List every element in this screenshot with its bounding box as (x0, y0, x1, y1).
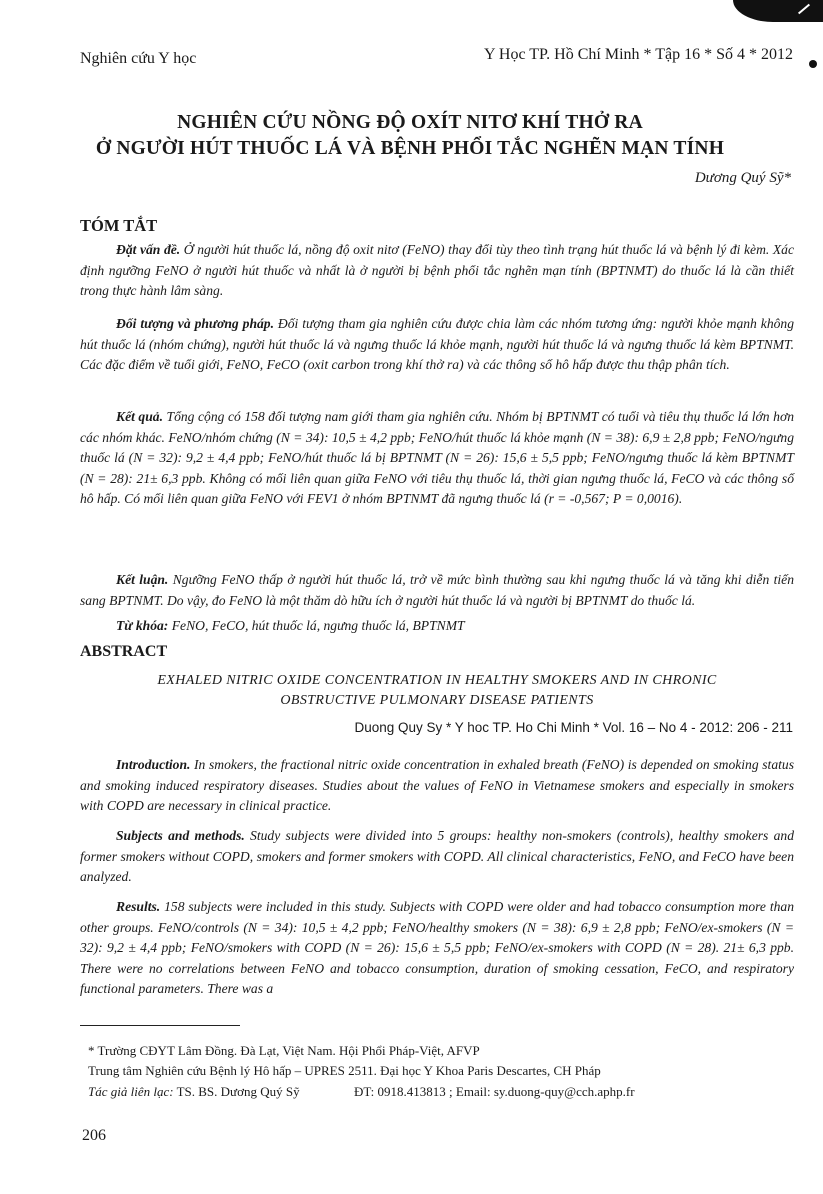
vn-abstract-heading: TÓM TẮT (80, 216, 158, 235)
vn-conclusion (80, 570, 794, 611)
vn-methods (80, 314, 794, 376)
en-intro-label: Introduction. (116, 757, 191, 772)
corner-tick (798, 4, 810, 15)
title-line-1: NGHIÊN CỨU NỒNG ĐỘ OXÍT NITƠ KHÍ THỞ RA (177, 112, 643, 133)
vn-conclusion-label: Kết luận. (116, 572, 169, 587)
contact-label: Tác giả liên lạc: (88, 1084, 174, 1099)
running-header-left: Nghiên cứu Y học (80, 50, 197, 67)
en-title-line-1: EXHALED NITRIC OXIDE CONCENTRATION IN HEALTHY SMOKERS AND IN CHRONIC (157, 673, 717, 688)
en-methods-label: Subjects and methods. (116, 828, 245, 843)
vn-conclusion-text: Ngưỡng FeNO thấp ở người hút thuốc lá, trở về mức bình thường sau khi ngưng thuốc lá và tăng khi diễn tiến sang BPTNMT. Do vậy, đo FeNO là một thăm dò hữu ích ở người hút thuốc lá và người bị BPTNMT do thuốc lá. (80, 572, 795, 608)
article-title (60, 110, 760, 162)
en-methods (80, 826, 794, 888)
en-abstract-heading: ABSTRACT (80, 643, 168, 660)
en-intro-text: In smokers, the fractional nitric oxide concentration in exhaled breath (FeNO) is depended on smoking status and smoking induced respiratory diseases. Studies about the values of FeNO in Vietnamese smokers and especially in smokers with COPD are necessary in clinical practice. (80, 757, 794, 813)
margin-dot (809, 60, 817, 68)
en-results (80, 897, 794, 1000)
citation-line: Duong Quy Sy * Y hoc TP. Ho Chi Minh * Vol. 16 – No 4 - 2012: 206 - 211 (354, 720, 793, 735)
footnote-affiliation-1: * Trường CĐYT Lâm Đồng. Đà Lạt, Việt Nam. Hội Phổi Pháp-Việt, AFVP (88, 1043, 480, 1058)
en-methods-text: Study subjects were divided into 5 groups: healthy non-smokers (controls), healthy smokers and former smokers without COPD, smokers and former smokers with COPD. All clinical characteristics, FeNO, and FeCO have been analyzed. (80, 828, 795, 884)
vn-intro-label: Đặt vấn đề. (116, 242, 181, 257)
footnote-rule (80, 1025, 240, 1026)
title-line-2: Ở NGƯỜI HÚT THUỐC LÁ VÀ BỆNH PHỔI TẮC NGHẼN MẠN TÍNH (95, 138, 725, 159)
vn-keywords (80, 616, 794, 637)
vn-methods-text: Đối tượng tham gia nghiên cứu được chia làm các nhóm tương ứng: người khỏe mạnh không hút thuốc lá (nhóm chứng), người hút thuốc lá và ngưng thuốc lá khỏe mạnh, người hút thuốc lá và ngưng thuốc lá kèm BPTNMT. Các đặc điểm về tuổi giới, FeNO, FeCO (oxit carbon trong khí thở ra) và các thông số hô hấp được thu thập phân tích. (80, 316, 795, 372)
en-article-title (80, 671, 794, 711)
contact-name: TS. BS. Dương Quý Sỹ (173, 1084, 300, 1099)
vn-results-text: Tổng cộng có 158 đối tượng nam giới tham gia nghiên cứu. Nhóm bị BPTNMT có tuổi và tiêu thụ thuốc lá lớn hơn các nhóm khác. FeNO/nhóm chứng (N = 34): 10,5 ± 4,2 ppb; FeNO/hút thuốc lá khỏe mạnh (N = 38): 6,9 ± 2,8 ppb; FeNO/ngưng thuốc lá (N = 32): 9,2 ± 4,4 ppb; FeNO/hút thuốc lá bị BPTNMT (N = 26): 15,6 ± 5,5 ppb; FeNO/ngưng thuốc lá kèm BPTNMT (N = 28): 21± 6,3 ppb. Không có mối liên quan giữa FeNO với tiêu thụ thuốc lá, thời gian ngưng thuốc lá, FeCO và các thông số hô hấp. Có mối liên quan giữa FeNO với FEV1 ở nhóm BPTNMT đã ngưng thuốc lá (r = -0,567; P = 0,0016). (80, 409, 794, 506)
vn-results-label: Kết quả. (116, 409, 163, 424)
vn-keywords-label: Từ khóa: (116, 618, 169, 633)
page-number: 206 (82, 1127, 106, 1144)
vn-methods-label: Đối tượng và phương pháp. (116, 316, 274, 331)
author-name: Dương Quý Sỹ* (694, 170, 791, 186)
en-results-label: Results. (116, 899, 161, 914)
footnote-affiliation-2: Trung tâm Nghiên cứu Bệnh lý Hô hấp – UPRES 2511. Đại học Y Khoa Paris Descartes, CH Pháp (88, 1063, 601, 1078)
footnote-contact (88, 1084, 788, 1100)
en-title-line-2: OBSTRUCTIVE PULMONARY DISEASE PATIENTS (280, 693, 594, 708)
vn-intro-text: Ở người hút thuốc lá, nồng độ oxit nitơ (FeNO) thay đổi tùy theo tình trạng hút thuốc lá và bệnh lý đi kèm. Xác định ngưỡng FeNO ở người hút thuốc và nhất là ở người bị bệnh phổi tắc nghẽn mạn tính (BPTNMT) do thuốc lá là cần thiết trong thực hành lâm sàng. (80, 242, 795, 298)
vn-introduction (80, 240, 794, 302)
contact-details: ĐT: 0918.413813 ; Email: sy.duong-quy@cch.aphp.fr (354, 1084, 635, 1099)
vn-keywords-text: FeNO, FeCO, hút thuốc lá, ngưng thuốc lá, BPTNMT (168, 618, 465, 633)
vn-results (80, 407, 794, 510)
en-introduction (80, 755, 794, 817)
en-results-text: 158 subjects were included in this study. Subjects with COPD were older and had tobacco consumption more than other groups. FeNO/controls (N = 34): 10,5 ± 4,2 ppb; FeNO/healthy smokers (N = 38): 6,9 ± 2,8 ppb; FeNO/ex-smokers (N = 32): 9,2 ± 4,4 ppb; FeNO/smokers with COPD (N = 26): 15,6 ± 5,5 ppb; FeNO/ex-smokers with COPD (N = 28). 21± 6,3 ppb. There were no correlations between FeNO and tobacco consumption, duration of smoking cessation, FeCO, and respiratory functional parameters. There was a (80, 899, 794, 996)
page-corner-mark (733, 0, 823, 22)
running-header-right: Y Học TP. Hồ Chí Minh * Tập 16 * Số 4 * 2012 (483, 46, 793, 63)
